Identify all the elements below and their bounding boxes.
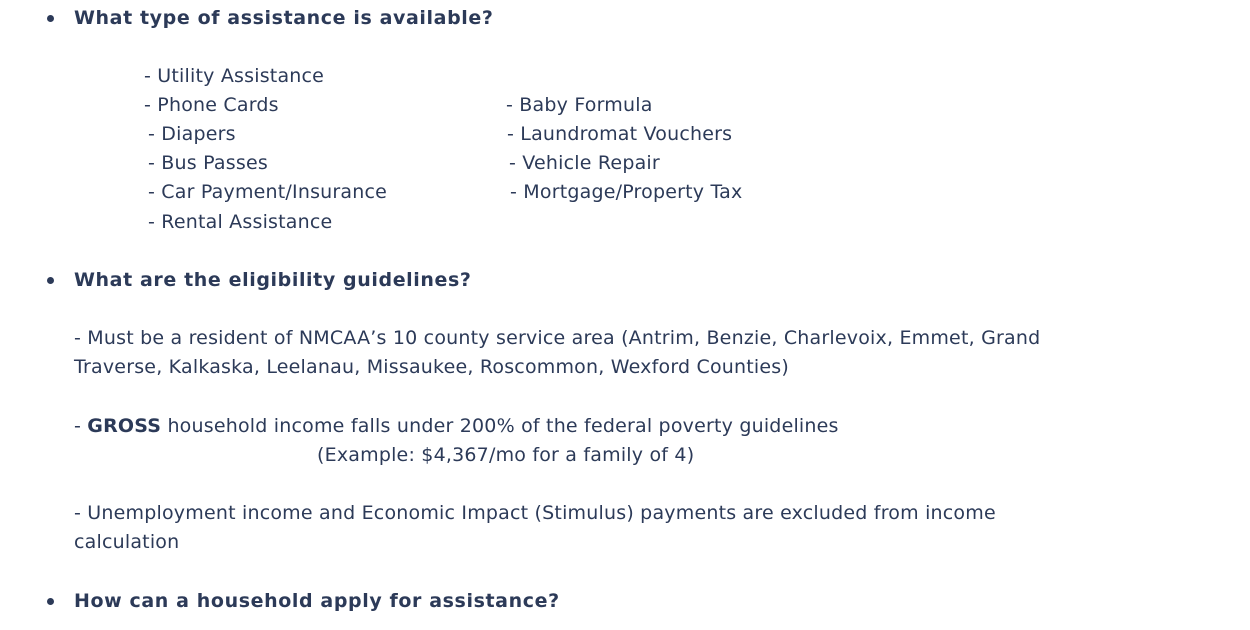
eligibility-residency-line: - Must be a resident of NMCAA’s 10 county service area (Antrim, Benzie, Charlevoix, Emmet, Grand [74, 327, 1041, 349]
assistance-item: - Laundromat Vouchers [507, 123, 733, 145]
assistance-item: - Bus Passes [148, 152, 268, 174]
eligibility-income-example: (Example: $4,367/mo for a family of 4) [317, 444, 695, 466]
assistance-item: - Diapers [148, 123, 236, 145]
assistance-item: - Phone Cards [144, 94, 279, 116]
eligibility-exclusion-line: calculation [74, 531, 180, 553]
assistance-item: - Vehicle Repair [509, 152, 660, 174]
income-emphasis: GROSS [87, 415, 162, 437]
section-heading-eligibility: What are the eligibility guidelines? [74, 269, 472, 291]
eligibility-income-line [74, 415, 839, 437]
eligibility-residency-line: Traverse, Kalkaska, Leelanau, Missaukee, Roscommon, Wexford Counties) [74, 356, 789, 378]
eligibility-exclusion-line: - Unemployment income and Economic Impact (Stimulus) payments are excluded from income [74, 502, 996, 524]
assistance-item: - Baby Formula [506, 94, 653, 116]
income-rest: household income falls under 200% of the federal poverty guidelines [161, 415, 839, 437]
income-prefix: - [74, 415, 88, 437]
bullet-icon [47, 598, 54, 605]
assistance-item: - Car Payment/Insurance [148, 181, 388, 203]
bullet-icon [47, 15, 54, 22]
section-heading-assistance-types: What type of assistance is available? [74, 7, 494, 29]
assistance-item: - Utility Assistance [144, 65, 325, 87]
section-heading-apply: How can a household apply for assistance? [74, 590, 560, 612]
assistance-item: - Mortgage/Property Tax [510, 181, 743, 203]
bullet-icon [47, 277, 54, 284]
assistance-item: - Rental Assistance [148, 211, 333, 233]
